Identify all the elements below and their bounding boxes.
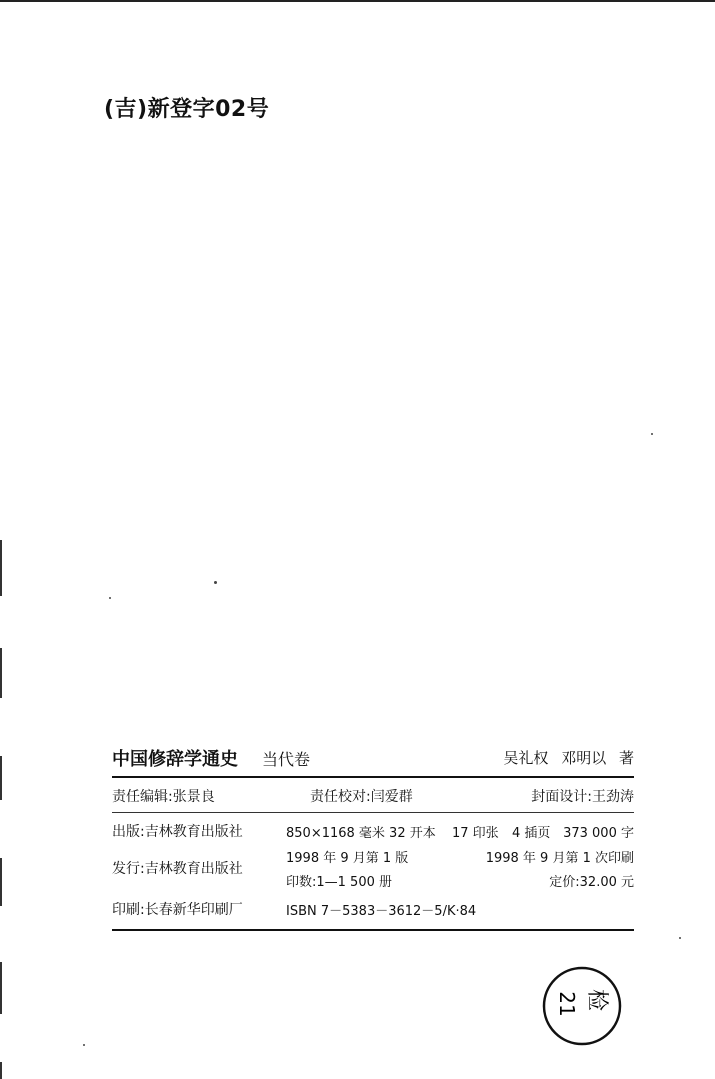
proofreader: 责任校对:闫爱群: [310, 789, 413, 805]
colophon-block: [112, 742, 634, 931]
top-border: [0, 0, 715, 2]
isbn: ISBN 7－5383－3612－5/K·84: [286, 904, 477, 919]
cover-designer: 封面设计:王劲涛: [531, 789, 634, 805]
printing: 1998 年 9 月第 1 次印刷: [485, 851, 634, 866]
scan-edge-mark: [0, 858, 2, 906]
authors: [495, 747, 634, 768]
author-name: 邓明以: [561, 749, 607, 767]
plates: 4 插页: [512, 826, 551, 841]
volume-name: 当代卷: [262, 750, 311, 769]
word-count: 373 000 字: [563, 826, 634, 841]
scan-speck: [109, 597, 111, 599]
stamp-character: 检: [584, 988, 609, 1012]
scan-speck: [651, 433, 653, 435]
scan-edge-mark: [0, 1062, 2, 1079]
print-sheets: 17 印张: [452, 826, 499, 841]
scan-edge-mark: [0, 540, 2, 596]
edition: 1998 年 9 月第 1 版: [286, 851, 409, 866]
print-run: 印数:1—1 500 册: [286, 875, 392, 890]
printer: 印刷:长春新华印刷厂: [112, 902, 243, 918]
distributor: 发行:吉林教育出版社: [112, 861, 243, 877]
divider: [112, 929, 634, 931]
scan-edge-mark: [0, 962, 2, 1014]
book-title: 中国修辞学通史: [112, 749, 238, 770]
scan-edge-mark: [0, 756, 2, 800]
scan-edge-mark: [0, 648, 2, 698]
scan-speck: [679, 937, 681, 939]
scan-speck: [214, 581, 217, 584]
publisher: 出版:吉林教育出版社: [112, 824, 243, 840]
author-name: 吴礼权: [503, 749, 549, 767]
editor: 责任编辑:张景良: [112, 789, 215, 805]
title-row: [112, 742, 634, 776]
price: 定价:32.00 元: [549, 875, 634, 890]
scan-speck: [83, 1044, 85, 1046]
staff-row: [112, 778, 634, 812]
author-suffix: 著: [618, 749, 634, 767]
registration-number: (吉)新登字02号: [104, 97, 270, 122]
publication-details: [112, 813, 634, 929]
inspection-stamp: [540, 964, 624, 1048]
stamp-number: 21: [555, 991, 579, 1017]
format-specs: 850×1168 毫米 32 开本: [286, 826, 436, 841]
